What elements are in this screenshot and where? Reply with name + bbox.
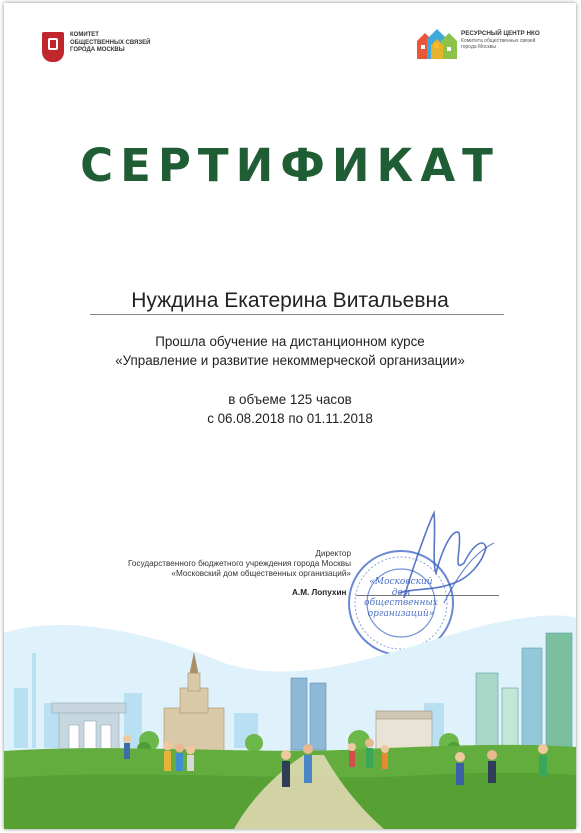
course-dates: с 06.08.2018 по 01.11.2018 [207, 411, 373, 426]
city-park-illustration [4, 593, 576, 829]
certificate-title: СЕРТИФИКАТ [80, 139, 500, 192]
committee-logo-text: КОМИТЕТ ОБЩЕСТВЕННЫХ СВЯЗЕЙ ГОРОДА МОСКВЫ [70, 32, 151, 53]
stamp-center-text: «Московский дом общественных организаций» [364, 577, 438, 619]
signatory-org-line2: «Московский дом общественных организаций» [171, 569, 351, 578]
course-intro: Прошла обучение на дистанционном курсе [155, 334, 425, 349]
resource-center-logo [415, 25, 540, 66]
signatory-name: А.М. Лопухин [292, 588, 347, 597]
recipient-underline [90, 314, 504, 315]
signatory-role: Директор [315, 549, 351, 558]
resource-center-logo-text: РЕСУРСНЫЙ ЦЕНТР НКО Комитета общественных связей города Москвы [461, 30, 540, 50]
recipient-name: Нуждина Екатерина Витальевна [131, 289, 449, 312]
course-hours: в объеме 125 часов [228, 392, 352, 407]
course-title: «Управление и развитие некоммерческой организации» [115, 353, 465, 368]
signatory-block [128, 549, 351, 579]
houses-icon [415, 25, 459, 61]
certificate-page [4, 3, 576, 829]
moscow-emblem-icon [42, 32, 64, 62]
signatory-org-line1: Государственного бюджетного учреждения города Москвы [127, 559, 351, 568]
